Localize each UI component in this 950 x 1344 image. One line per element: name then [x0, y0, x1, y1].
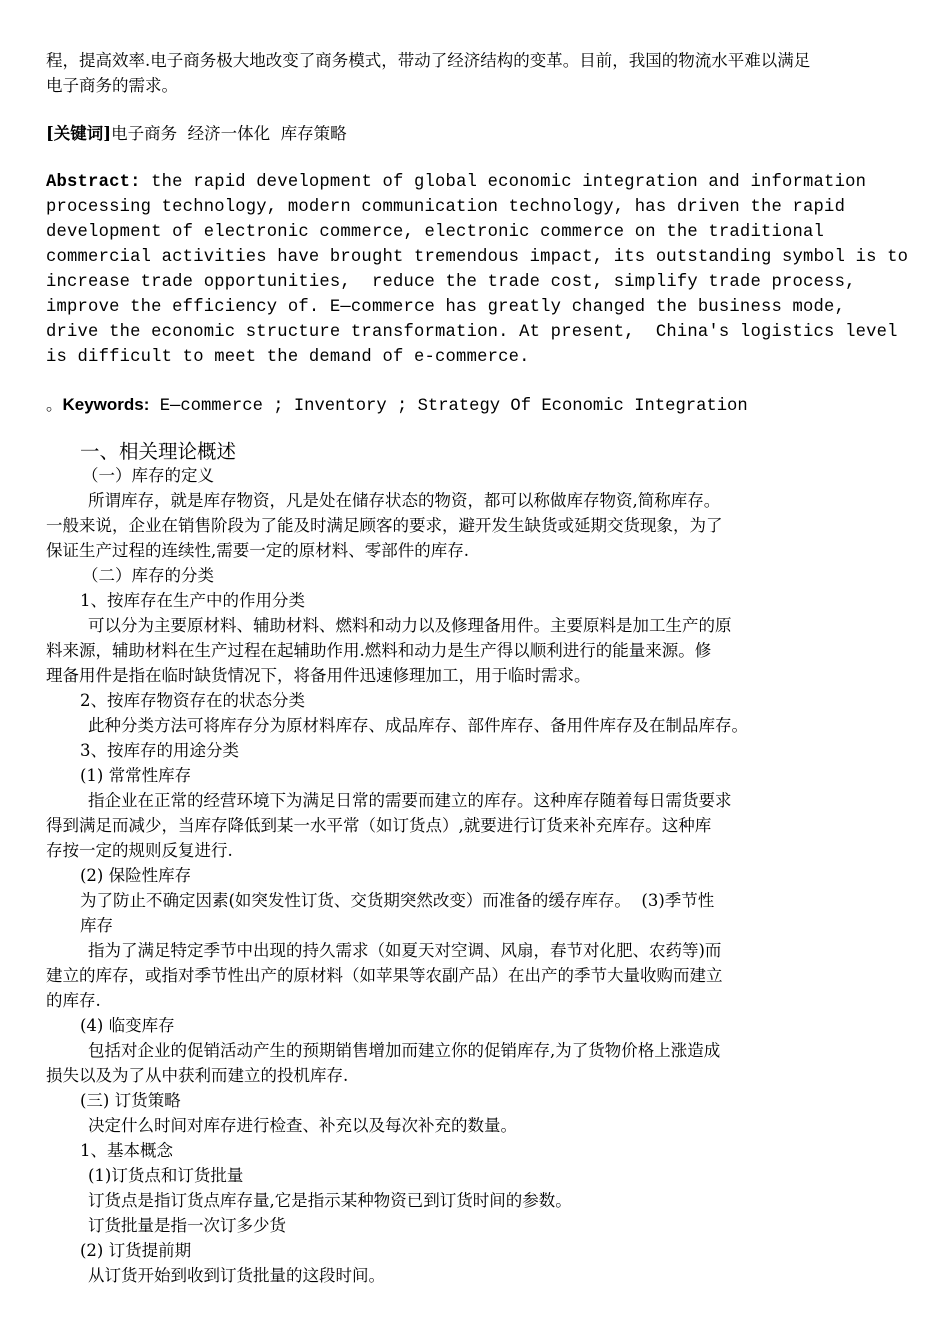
abstract-line-3: development of electronic commerce, electronic commerce on the traditional: [46, 223, 825, 242]
body-line: 存按一定的规则反复进行.: [46, 841, 233, 860]
section-title: 一、相关理论概述: [80, 440, 237, 463]
abstract-line-7: drive the economic structure transformation. At present, China's logistics level: [46, 323, 898, 342]
abstract-line-8: is difficult to meet the demand of e-commerce.: [46, 348, 530, 367]
subheading: (三) 订货策略: [80, 1091, 181, 1110]
abstract-label: Abstract:: [46, 173, 141, 192]
body-line: 决定什么时间对库存进行检查、补充以及每次补充的数量。: [88, 1116, 517, 1135]
abstract-line-1: [46, 170, 866, 195]
intro-line-2: 电子商务的需求。: [46, 76, 178, 95]
body-line: 一般来说，企业在销售阶段为了能及时满足顾客的要求，避开发生缺货或延期交货现象，为了: [46, 516, 723, 535]
body-line: 包括对企业的促销活动产生的预期销售增加而建立你的促销库存,为了货物价格上涨造成: [88, 1041, 721, 1060]
subheading: 1、按库存在生产中的作用分类: [80, 591, 305, 610]
keywords-en: [46, 392, 748, 419]
keywords-en-label: Keywords:: [62, 395, 150, 414]
abstract-line-4: commercial activities have brought tremendous impact, its outstanding symbol is to: [46, 248, 909, 267]
body-line: 得到满足而减少，当库存降低到某一水平常（如订货点）,就要进行订货来补充库存。这种库: [46, 816, 712, 835]
keywords-zh-text: 电子商务 经济一体化 库存策略: [111, 124, 347, 143]
body-line: 可以分为主要原材料、辅助材料、燃料和动力以及修理备用件。主要原料是加工生产的原: [88, 616, 732, 635]
keywords-zh-label: [关键词]: [46, 124, 112, 143]
subheading: （一）库存的定义: [82, 466, 214, 485]
body-line: 指为了满足特定季节中出现的持久需求（如夏天对空调、风扇，春节对化肥、农药等)而: [88, 941, 722, 960]
subheading: (1)订货点和订货批量: [88, 1166, 244, 1185]
subheading: 2、按库存物资存在的状态分类: [80, 691, 305, 710]
body-line: 保证生产过程的连续性,需要一定的原材料、零部件的库存.: [46, 541, 469, 560]
body-line: 库存: [80, 916, 113, 935]
subheading: 1、基本概念: [80, 1141, 173, 1160]
body-line: 损失以及为了从中获利而建立的投机库存.: [46, 1066, 349, 1085]
body-line: 从订货开始到收到订货批量的这段时间。: [88, 1266, 385, 1285]
abstract-first-line: the rapid development of global economic integration and information: [140, 173, 867, 192]
body-line: 理备用件是指在临时缺货情况下，将备用件迅速修理加工，用于临时需求。: [46, 666, 591, 685]
keywords-en-prefix: 。: [46, 395, 63, 414]
body-line: 料来源，辅助材料在生产过程在起辅助作用.燃料和动力是生产得以顺利进行的能量来源。修: [46, 641, 712, 660]
subheading: (2) 保险性库存: [80, 866, 192, 885]
subheading: (4) 临变库存: [80, 1016, 175, 1035]
body-line: 为了防止不确定因素(如突发性订货、交货期突然改变）而准备的缓存库存。 (3)季节性: [80, 891, 715, 910]
body-line: 指企业在正常的经营环境下为满足日常的需要而建立的库存。这种库存随着每日需货要求: [88, 791, 732, 810]
body-line: 订货批量是指一次订多少货: [88, 1216, 286, 1235]
abstract-line-6: improve the efficiency of. E—commerce has greatly changed the business mode,: [46, 298, 846, 317]
subheading: (1) 常常性库存: [80, 766, 192, 785]
body-line: 此种分类方法可将库存分为原材料库存、成品库存、部件库存、备用件库存及在制品库存。: [88, 716, 748, 735]
intro-line-1: 程，提高效率.电子商务极大地改变了商务模式，带动了经济结构的变革。目前，我国的物流水平难以满足: [46, 51, 811, 70]
abstract-line-2: processing technology, modern communication technology, has driven the rapid: [46, 198, 846, 217]
keywords-zh: [46, 121, 347, 146]
body-line: 所谓库存，就是库存物资，凡是处在储存状态的物资，都可以称做库存物资,简称库存。: [88, 491, 721, 510]
abstract-line-5: increase trade opportunities, reduce the trade cost, simplify trade process,: [46, 273, 856, 292]
body-line: 的库存.: [46, 991, 101, 1010]
subheading: （二）库存的分类: [82, 566, 214, 585]
subheading: (2) 订货提前期: [80, 1241, 192, 1260]
body-line: 订货点是指订货点库存量,它是指示某种物资已到订货时间的参数。: [88, 1191, 572, 1210]
keywords-en-text: E—commerce ; Inventory ; Strategy Of Economic Integration: [149, 397, 748, 416]
subheading: 3、按库存的用途分类: [80, 741, 239, 760]
body-line: 建立的库存，或指对季节性出产的原材料（如苹果等农副产品）在出产的季节大量收购而建立: [46, 966, 723, 985]
